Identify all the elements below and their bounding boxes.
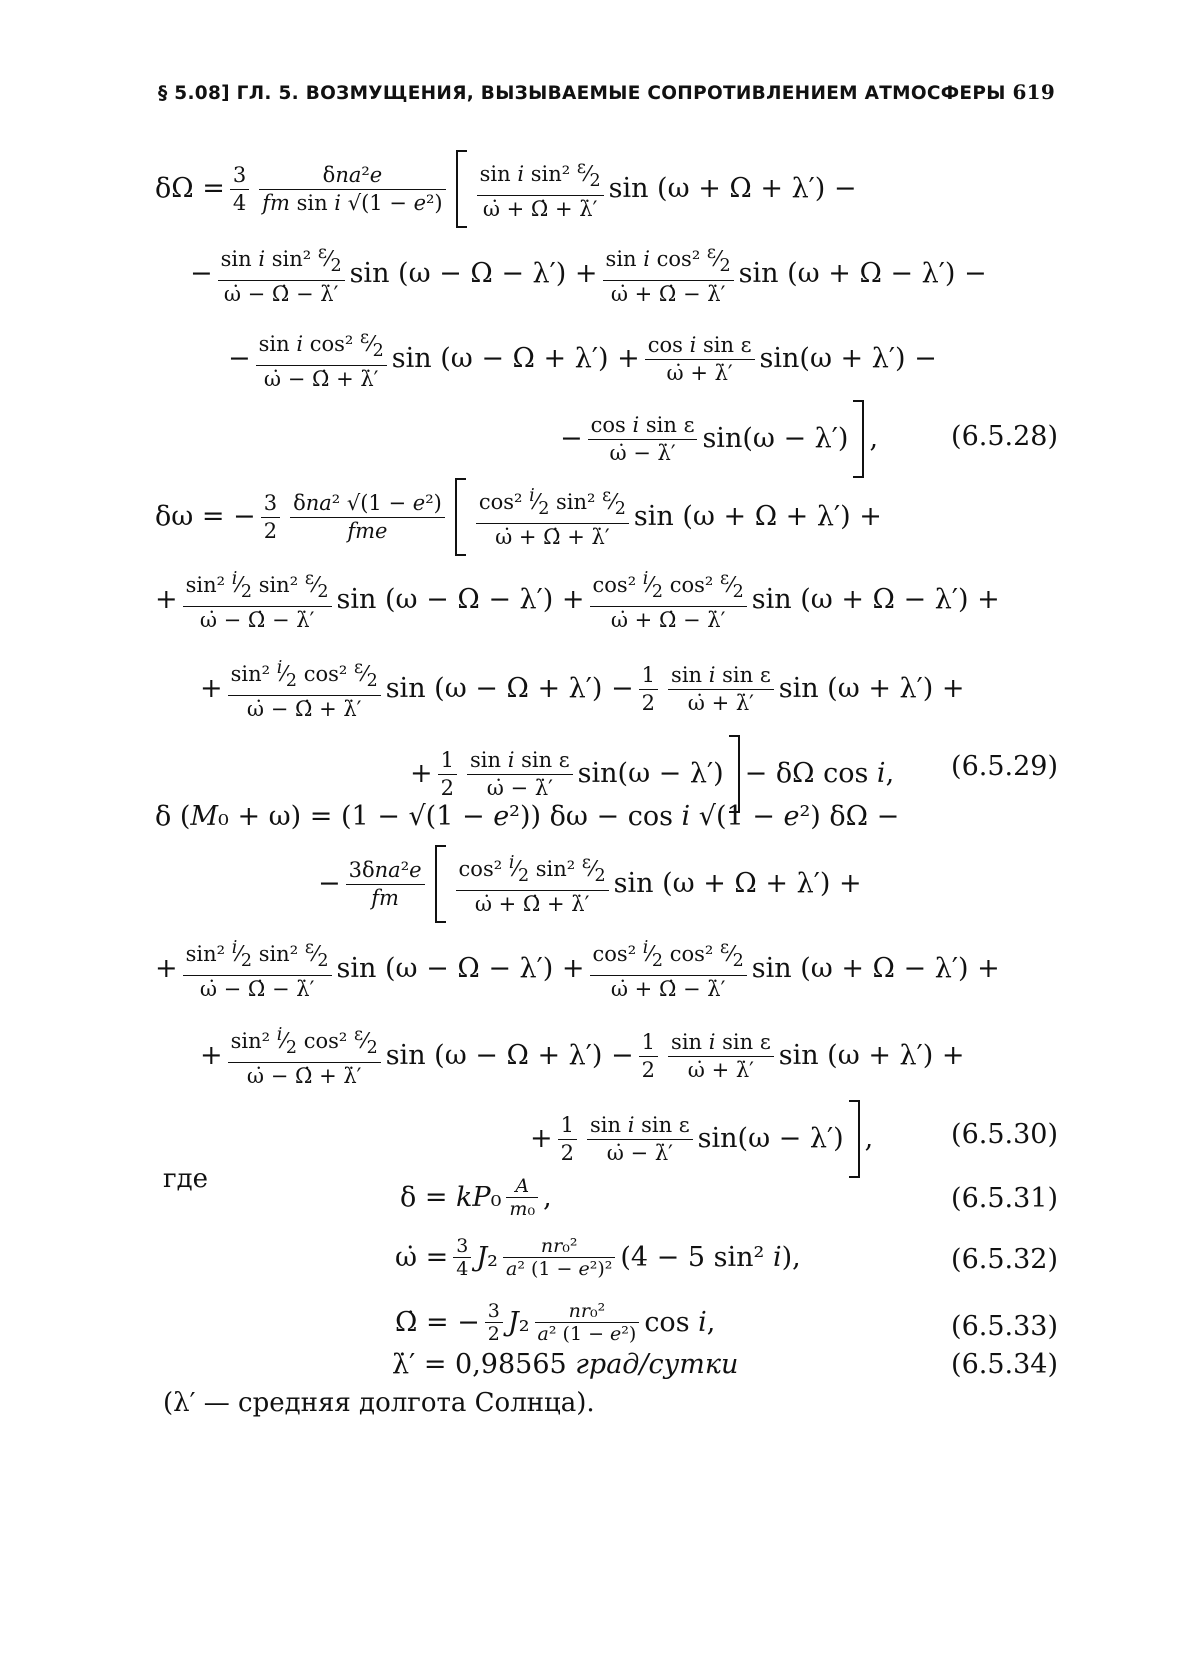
eq34-number: (6.5.34) bbox=[951, 1349, 1058, 1380]
page-number: 619 bbox=[1012, 80, 1056, 104]
eq28-line-4: − $\frac{\text{cos i sin ε}}{\omegȧ - \lambdȧ'}$ sin(ω − λ′) , bbox=[560, 400, 878, 478]
eq29-line-4: + $\frac{1}{2}$ $\frac{\text{sin i sin ε}}{\omegȧ - \lambdȧ'}$ sin(ω − λ′) − δΩ cos i, bbox=[410, 735, 894, 813]
eq28-number: (6.5.28) bbox=[951, 421, 1058, 452]
eq28-line-1: δΩ = $\frac{3}{4}$ $\frac{\text{δna²e}}{\text{fm sin i √(1 − e²)}}$ $\frac{\sin i \sin^2 ^\varepsilon⁄_2}{\omegȧ + \Omegȧ + \lambdȧ'}$ sin (ω + Ω + λ′) − bbox=[155, 150, 857, 228]
where-label: где bbox=[163, 1164, 209, 1194]
eq33-number: (6.5.33) bbox=[951, 1311, 1058, 1342]
eq32-body: ω̇ = $\frac{3}{4}$ J₂ $\frac{\text{nr₀²}}{\text{a² (1 − e²)²}}$ (4 − 5 sin² i), bbox=[395, 1235, 801, 1280]
eq29-line-1: δω = − $\frac{3}{2}$ $\frac{\text{δna² √(1 − e²)}}{\text{fme}}$ $\frac{\cos^2 ^i⁄_2 \sin^2 ^\varepsilon⁄_2}{\omegȧ + \Omegȧ + \lambdȧ'}$ sin (ω + Ω + λ′) + bbox=[155, 478, 882, 556]
chapter-title: ВОЗМУЩЕНИЯ, ВЫЗЫВАЕМЫЕ СОПРОТИВЛЕНИЕМ АТМОСФЕРЫ bbox=[305, 83, 1006, 104]
eq29-line-2: + $\frac{\sin^2 ^i⁄_2 \sin^2 ^\varepsilon⁄_2}{\omegȧ - \Omegȧ - \lambdȧ'}$ sin (ω − Ω − λ′) + $\frac{\cos^2 ^i⁄_2 \cos^2 ^\varepsilon⁄_2}{\omegȧ + \Omegȧ - \lambdȧ'}$ sin (ω + Ω − λ′) + bbox=[155, 569, 1000, 633]
eq29-number: (6.5.29) bbox=[951, 751, 1058, 782]
eq31-body: δ = kP₀ $\frac{A}{\text{m₀}}$ , bbox=[400, 1175, 552, 1220]
eq30-line-1: δ (M₀ + ω) = (1 − √(1 − e²)) δω − cos i √(1 − e²) δΩ − bbox=[155, 801, 900, 832]
eq33-body: Ω̇ = − $\frac{3}{2}$ J₂ $\frac{\text{nr₀²}}{\text{a² (1 − e²)}}$ cos i, bbox=[395, 1300, 716, 1345]
eq30-line-5: + $\frac{1}{2}$ $\frac{\text{sin i sin ε}}{\omegȧ - \lambdȧ'}$ sin(ω − λ′) , bbox=[530, 1100, 873, 1178]
eq30-line-4: + $\frac{\sin^2 ^i⁄_2 \cos^2 ^\varepsilon⁄_2}{\omegȧ - \Omegȧ + \lambdȧ'}$ sin (ω − Ω + λ′) − $\frac{1}{2}$ $\frac{\text{sin i sin ε}}{\omegȧ + \lambdȧ'}$ sin (ω + λ′) + bbox=[200, 1025, 965, 1089]
eq34-body: λ̇′ = 0,98565 град/сутки bbox=[392, 1349, 739, 1380]
running-header bbox=[158, 80, 1056, 104]
section-ref: § 5.08] ГЛ. 5. bbox=[158, 83, 299, 104]
footnote-text: (λ′ — средняя долгота Солнца). bbox=[163, 1388, 595, 1418]
eq30-line-3: + $\frac{\sin^2 ^i⁄_2 \sin^2 ^\varepsilon⁄_2}{\omegȧ - \Omegȧ - \lambdȧ'}$ sin (ω − Ω − λ′) + $\frac{\cos^2 ^i⁄_2 \cos^2 ^\varepsilon⁄_2}{\omegȧ + \Omegȧ - \lambdȧ'}$ sin (ω + Ω − λ′) + bbox=[155, 938, 1000, 1002]
eq31-number: (6.5.31) bbox=[951, 1183, 1058, 1214]
eq30-line-2: − $\frac{\text{3δna²e}}{fm}$ $\frac{\cos^2 ^i⁄_2 \sin^2 ^\varepsilon⁄_2}{\omegȧ + \Omegȧ + \lambdȧ'}$ sin (ω + Ω + λ′) + bbox=[318, 845, 862, 923]
eq29-line-3: + $\frac{\sin^2 ^i⁄_2 \cos^2 ^\varepsilon⁄_2}{\omegȧ - \Omegȧ + \lambdȧ'}$ sin (ω − Ω + λ′) − $\frac{1}{2}$ $\frac{\text{sin i sin ε}}{\omegȧ + \lambdȧ'}$ sin (ω + λ′) + bbox=[200, 658, 965, 722]
eq32-number: (6.5.32) bbox=[951, 1244, 1058, 1275]
eq30-number: (6.5.30) bbox=[951, 1119, 1058, 1150]
eq28-line-2: − $\frac{\sin i \sin^2 ^\varepsilon⁄_2}{\omegȧ - \Omegȧ - \lambdȧ'}$ sin (ω − Ω − λ′) + $\frac{\sin i \cos^2 ^\varepsilon⁄_2}{\omegȧ + \Omegȧ - \lambdȧ'}$ sin (ω + Ω − λ′) − bbox=[190, 243, 987, 307]
eq28-line-3: − $\frac{\sin i \cos^2 ^\varepsilon⁄_2}{\omegȧ - \Omegȧ + \lambdȧ'}$ sin (ω − Ω + λ′) + $\frac{\text{cos i sin ε}}{\omegȧ + \lambdȧ'}$ sin(ω + λ′) − bbox=[228, 328, 937, 392]
